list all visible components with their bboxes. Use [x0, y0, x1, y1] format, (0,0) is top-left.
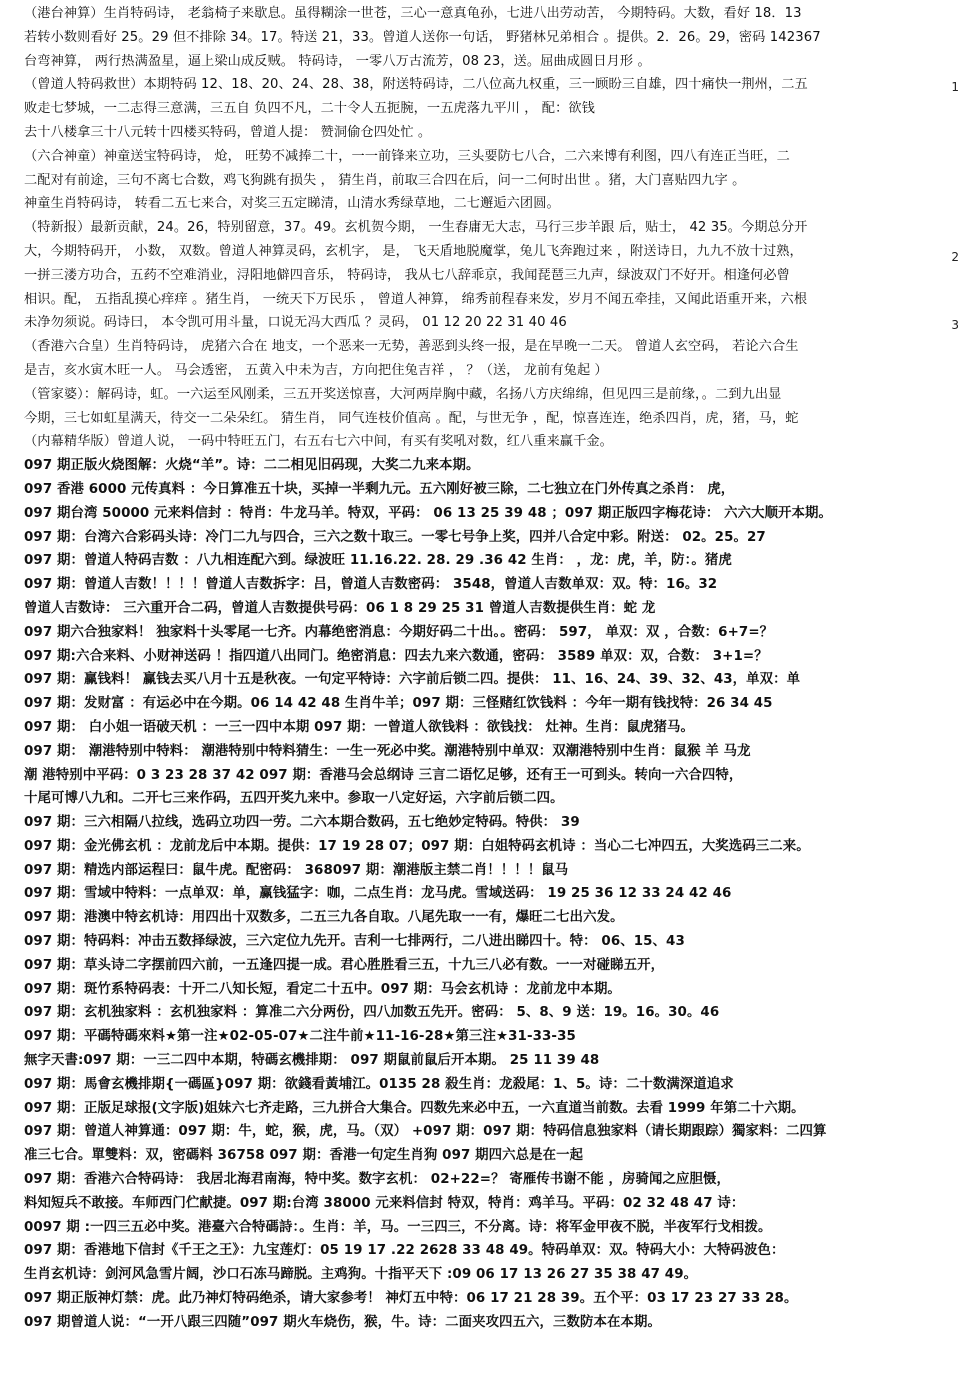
text-line: 無字天書:097 期：一三二四中本期，特碼玄機排期： 097 期鼠前鼠后开本期。 25 11 39 48 [24, 1053, 600, 1069]
text-line: 生肖玄机诗：剑河风急雪片阔，沙口石冻马蹄脱。主鸡狗。十指平天下 :09 06 17 13 26 27 35 38 47 49。 [24, 1267, 698, 1283]
text-line: 相识。配， 五指乱摸心痒痒 。猪生肖， 一统天下万民乐 ， 曾道人神算， 绵秀前程春来发，岁月不闻五牵挂，又闻此语重开来，六根 [24, 291, 808, 307]
text-line: 097 期：馬會玄機排期{一碼區}097 期：欲錢看黃埔江。0135 28 殺生肖：龙殺尾：1、5。诗：二十数满深道追求 [24, 1076, 734, 1092]
text-line: （六合神童）神童送宝特码诗， 炝， 旺势不减捧二十，一一前锋来立功，三头要防七八合，二六来博有利图，四八有连正当旺，二 [24, 148, 790, 164]
text-line: 097 期:六合来料、小财神送码 ！指四道八出同门。绝密消息：四去九来六数通，密码： 3589 单双：双，合数： 3+1=？ [24, 648, 768, 664]
text-line: 神童生肖特码诗， 转看二五七来合，对奖三五定睇清，山清水秀绿草地，二七邂逅六团圆。 [24, 196, 560, 212]
text-line: （曾道人特码救世）本期特码 12、18、20、24、28、38，附送特码诗，二八位高九权重，三一顾盼三自雄，四十痛快一荆州，二五 [24, 77, 808, 93]
text-line: （管家婆）：解码诗，虹。一六运至风刚柔，三五开奖送惊喜，大河两岸胸中藏，名扬八方庆绵绵，但见四三是前缘，。二到九出显 [24, 386, 782, 402]
text-line: 097 期：斑竹系特码表：十开二八知长短，看定二十五中。097 期：马会玄机诗 ：龙前龙中本期。 [24, 981, 621, 997]
text-line: 097 期：港澳中特玄机诗：用四出十双数多，二五三九各自取。八尾先取一一有，爆旺二七出六发。 [24, 910, 624, 926]
text-line: 097 期曾道人说：“一开八跟三四随”097 期火车烧伤，猴，牛。诗：二面夹攻四五六，三数防本在本期。 [24, 1314, 661, 1330]
text-line: 097 期：发财富 ：有运必中在今期。06 14 42 48 生肖牛羊；097 期：三怪赌红饮钱料 ：今年一期有钱找特：26 34 45 [24, 696, 773, 712]
text-line: 0097 期 :一四三五必中奖。港臺六合特碼詩：。生肖：羊，马。一三四三，不分离。诗：将军金甲夜不脱，半夜军行戈相拨。 [24, 1219, 772, 1235]
text-line: 097 期：特码料：冲击五数择绿波，三六定位九先开。吉利一七排两行，二八进出睇四十。特： 06、15、43 [24, 934, 685, 950]
text-line: 料知短兵不敢接。车师西门伫献捷。097 期:台湾 38000 元来料信封 特双，特肖：鸡羊马。平码：02 32 48 47 诗： [24, 1195, 745, 1211]
text-line: 097 期：平碼特碼來料★第一注★02-05-07★二注牛前★11-16-28★第三注★31-33-35 [24, 1029, 576, 1045]
text-line: 097 期：三六相隔八拉线，选码立功四一劳。二六本期合数码，五七绝妙定特码。特供： 39 [24, 815, 580, 831]
text-line: 若转小数则看好 25。29 但不排除 34。17。特送 21，33。曾道人送你一句话， 野猪林兄弟相合 。提供。2．26。29，密码 142367 [24, 29, 821, 45]
text-line: 097 期：草头诗二字摆前四六前，一五逢四提一成。君心胜胜看三五，十九三八必有数。一一对碰睇五开， [24, 957, 665, 973]
margin-mark: 2 [951, 250, 959, 264]
text-line: 潮 港特别中平码：0 3 23 28 37 42 097 期：香港马会总纲诗 三言二语忆足够，还有王一可到头。转向一六合四特， [24, 767, 743, 783]
text-line: 台弯神算， 两行热满盈星，逼上梁山成反贼。 特码诗， 一零八万古流芳，08 23，送。屈曲成圆日月形 。 [24, 53, 651, 69]
text-line: 二配对有前途，三句不离七合数，鸡飞狗跳有损失 ， 猜生肖，前取三合四在后，问一二何时出世 。猪，大门喜贴四九字 。 [24, 172, 746, 188]
text-line: （特新报）最新贡献，24。26，特别留意，37。49。玄机贺今期， 一生舂庸无大志，马行三步羊跟 后，贴士， 42 35。今期总分开 [24, 220, 808, 236]
text-line: 097 期：香港地下信封《千王之王》：九宝莲灯：05 19 17 .22 2628 33 48 49。特码单双：双。特码大小：大特码波色： [24, 1243, 785, 1259]
text-line: 097 期台湾 50000 元来料信封 ：特肖：牛龙马羊。特双，平码： 06 13 25 39 48 ；097 期正版四字梅花诗： 六六大顺开本期。 [24, 505, 833, 521]
text-line: 097 期正版神灯禁：虎。此乃神灯特码绝杀，请大家参考！ 神灯五中特：06 17 21 28 39。五个平：03 17 23 27 33 28。 [24, 1291, 798, 1307]
text-line: 097 期：香港六合特码诗： 我居北海君南海，特中奖。数字玄机： 02+22=？ 寄雁传书谢不能 ，房骑闻之应胆慑， [24, 1172, 730, 1188]
text-line: 今期，三七如虹星满天，待交一二朵朵红。 猜生肖， 同气连枝价值高 。配，与世无争 ，配，惊喜连连，绝杀四肖，虎，猪，马，蛇 [24, 410, 799, 426]
text-line: 败走七梦城，一二志得三意满，三五自 负四不凡，二十令人五扼腕，一五虎落九平川 ， 配：欲钱 [24, 101, 595, 117]
text-line: 准三七合。單雙料：双，密碼料 36758 097 期：香港一句定生肖狗 097 期四六总是在一起 [24, 1148, 584, 1164]
text-line: 大，今期特码开， 小数， 双数。曾道人神算灵码，玄机字， 是， 飞天盾地脱魔掌，兔儿飞奔跑过来 ，附送诗日，九九不放十过熟， [24, 243, 803, 259]
margin-mark: 1 [951, 80, 959, 94]
text-line: 未净勿须说。码诗曰， 本令凯可用斗量，口说无冯大西瓜 ？灵码， 01 12 20 22 31 40 46 [24, 315, 567, 331]
text-line: 十尾可博八九和。二开七三来作码，五四开奖九来中。参取一八定好运，六字前后锁二四。 [24, 791, 564, 807]
text-line: 097 期：曾道人特码吉数 ：八九相连配六到。绿波旺 11.16.22. 28. 29 .36 42 生肖： ，龙：虎，羊，防：。猪虎 [24, 553, 732, 569]
text-line: （港台神算）生肖特码诗， 老翁椅子来歇息。虽得糊涂一世苍，三心一意真龟孙，七进八出劳动苦， 今期特码。大数，看好 18．13 [24, 6, 802, 21]
text-line: 097 香港 6000 元传真料 ：今日算准五十块，买掉一半剩九元。五六刚好被三除，二七独立在门外传真之杀肖： 虎， [24, 481, 735, 497]
text-line: 一拼三溇方功合，五药不空难消业，浔阳地僻四音乐， 特码诗， 我从七八辞乖京，我闻琵琶三九声，绿波双门不好开。相逢何必曾 [24, 267, 790, 283]
text-line: 097 期： 白小姐一语破天机 ：一三一四中本期 097 期：一曾道人欲钱料 ：欲钱找： 灶神。生肖：鼠虎猪马。 [24, 719, 694, 735]
text-line: 097 期：玄机独家料 ：玄机独家料 ：算准二六分两份，四八加数五先开。密码： 5、8、9 送：19。16。30。46 [24, 1005, 720, 1021]
text-line: 097 期六合独家料！ 独家料十头零尾一七齐。内幕绝密消息：今期好码二十出。。密码： 597， 单双：双 ，合数：6+7=？ [24, 624, 774, 640]
text-line: 097 期：曾道人吉数！！！！曾道人吉数拆字：吕，曾道人吉数密码： 3548，曾道人吉数单双：双。特：16。32 [24, 577, 718, 593]
document-body [24, 2, 946, 1335]
text-line: 097 期正版火烧图解：火烧“羊”。诗：二二相见旧码现，大奖二九来本期。 [24, 458, 480, 474]
text-line: 097 期：正版足球报(文字版)姐妹六七齐走路，三九拼合大集合。四数先来必中五，一六直道当前数。去看 1999 年第二十六期。 [24, 1100, 805, 1116]
text-line: （内幕精华版）曾道人说， 一码中特旺五门，右五右七六中间，有买有奖吼对数，红八重来赢千金。 [24, 434, 613, 450]
text-line: 097 期：金光佛玄机 ：龙前龙后中本期。提供：17 19 28 07；097 期：白姐特码玄机诗 ：当心二七冲四五，大奖选码三二来。 [24, 838, 810, 854]
text-line: 097 期： 潮港特别中特料： 潮港特别中特料猜生：一生一死必中奖。潮港特别中单双：双潮港特别中生肖：鼠猴 羊 马龙 [24, 743, 751, 759]
text-line: 去十八楼拿三十八元转十四楼买特码，曾道人提： 赞洞偷仓四处忙 。 [24, 124, 432, 140]
text-line: 097 期：台湾六合彩码头诗：冷门二九与四合，三六之数十取三。一零七号争上奖，四并八合定中彩。附送： 02。25。27 [24, 529, 766, 545]
text-line: 097 期：雪域中特料：一点单双：单，赢钱猛字：咖，二点生肖：龙马虎。雪域送码： 19 25 36 12 33 24 42 46 [24, 886, 732, 902]
text-line: 是吉，亥水寅木旺一人。 马会透密， 五黄入中未为吉，方向把住兔吉祥 ， ？（送， 龙前有兔起 ） [24, 362, 608, 378]
margin-mark: 3 [951, 318, 959, 332]
text-line: （香港六合皇）生肖特码诗， 虎猪六合在 地支，一个恶来一无势，善恶到头终一报，是在早晚一二天。 曾道人玄空码， 若论六合生 [24, 339, 799, 355]
text-line: 097 期：精选内部运程曰：鼠牛虎。配密码： 368097 期：潮港版主禁二肖！！！！鼠马 [24, 862, 569, 878]
text-line: 曾道人吉数诗： 三六重开合二码，曾道人吉数提供号码：06 1 8 29 25 31 曾道人吉数提供生肖：蛇 龙 [24, 600, 656, 616]
text-line: 097 期：赢钱料！ 赢钱去买八月十五是秋夜。一句定平特诗：六字前后锁二四。提供： 11、16、24、39、32、43，单双：单 [24, 672, 801, 688]
text-line: 097 期：曾道人神算通：097 期：牛，蛇，猴，虎，马。（双） +097 期：097 期：特码信息独家料（请长期跟踪）獨家料：二四算 [24, 1124, 827, 1140]
